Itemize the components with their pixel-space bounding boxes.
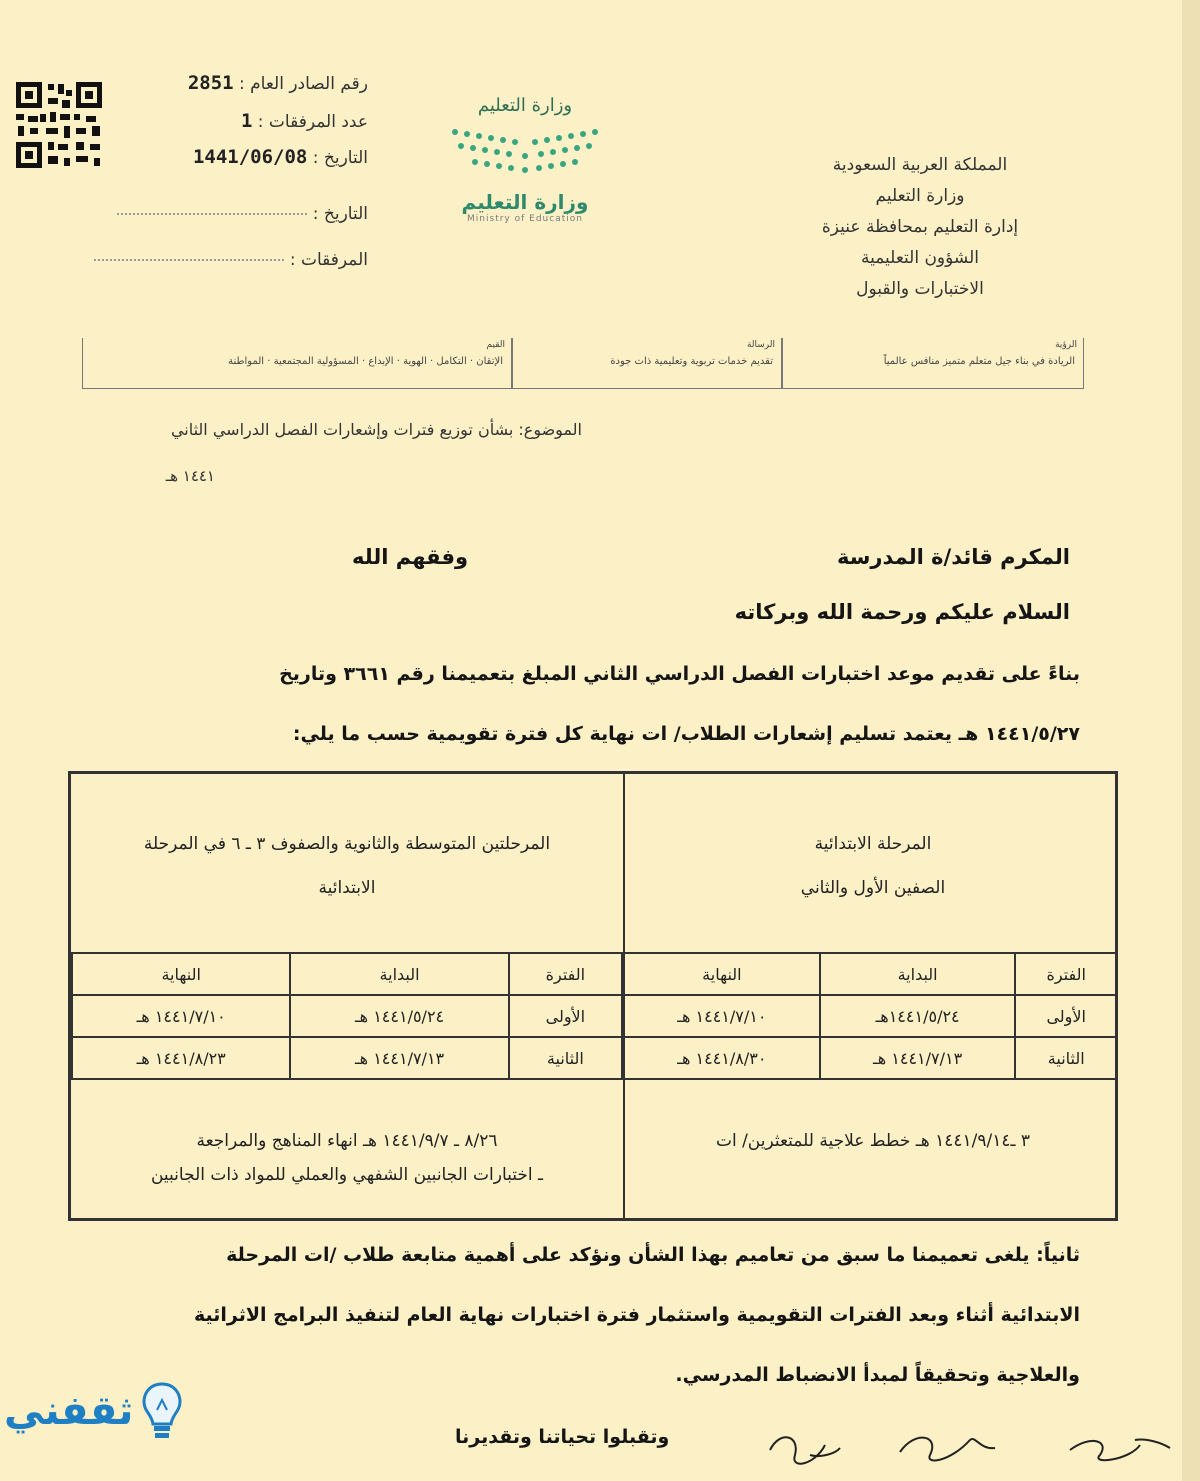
date-line: [193, 146, 368, 168]
table-header-row: [72, 953, 622, 995]
attachments-blank-label: المرفقات :: [289, 250, 368, 270]
second-paragraph-line-2: الابتدائية أثناء وبعد الفترات التقويمية واستثمار فترة اختبارات نهاية العام لتنفيذ البرامج الاثرائية: [193, 1304, 1080, 1326]
attachments-count-label: عدد المرفقات :: [257, 112, 368, 132]
primary-title-line1: المرحلة الابتدائية: [814, 834, 932, 854]
secondary-periods-table: [71, 952, 623, 1080]
values-cell-text: الإتقان · التكامل · الهوية · الإبداع · المسؤولية المجتمعية · المواطنة: [228, 356, 503, 367]
end-cell: ١٤٤١/٨/٢٣ هـ: [72, 1037, 290, 1079]
addressee: المكرم قائد/ة المدرسة: [837, 545, 1070, 569]
subject-line: الموضوع: بشأن توزيع فترات وإشعارات الفصل الدراسي الثاني: [170, 420, 582, 439]
greeting: السلام عليكم ورحمة الله وبركاته: [734, 600, 1070, 624]
schedule-table: [68, 771, 1118, 1221]
sadir-label: رقم الصادر العام :: [238, 74, 368, 94]
brand-name: ثقفني: [4, 1388, 134, 1434]
second-paragraph-line-3: والعلاجية وتحقيقاً لمبدأ الانضباط المدرسي.: [675, 1364, 1080, 1386]
page-edge: [1182, 0, 1200, 1481]
start-cell: ١٤٤١/٥/٢٤هـ: [820, 995, 1016, 1037]
primary-title-line2: الصفين الأول والثاني: [800, 878, 946, 898]
header-period: الفترة: [509, 953, 622, 995]
secondary-title-line2: الابتدائية: [318, 878, 376, 898]
primary-note: ٣ ـ١٤٤١/٩/١٤ هـ خطط علاجية للمتعثرين/ ات: [715, 1131, 1031, 1151]
second-paragraph-line-1: ثانياً: يلغى تعميمنا ما سبق من تعاميم بهذا الشأن ونؤكد على أهمية متابعة طلاب /ات المرحلة: [226, 1244, 1080, 1266]
vision-cell: [782, 338, 1084, 389]
paragraph-line-1: بناءً على تقديم موعد اختبارات الفصل الدراسي الثاني المبلغ بتعميمنا رقم ٣٦٦١ وتاريخ: [279, 663, 1080, 685]
organization-header: [790, 150, 1050, 305]
date-blank-label: التاريخ :: [312, 204, 368, 224]
table-row: [72, 1037, 622, 1079]
logo-english: Ministry of Education: [467, 214, 583, 224]
org-line-ministry: وزارة التعليم: [875, 186, 965, 206]
logo-name: وزارة التعليم: [461, 190, 589, 214]
vision-bar: [82, 338, 1082, 388]
secondary-note-line2: ـ اختبارات الجانبين الشفهي والعملي للمواد ذات الجانبين: [150, 1165, 543, 1185]
attachments-blank-line: [80, 250, 368, 270]
primary-stage-title: [631, 822, 1115, 910]
org-line-department: الاختبارات والقبول: [856, 279, 984, 299]
logo-dots-icon: [445, 122, 605, 182]
period-cell: الأولى: [509, 995, 622, 1037]
values-cell: [82, 338, 512, 389]
org-line-directorate: إدارة التعليم بمحافظة عنيزة: [821, 217, 1019, 237]
subject-year: ١٤٤١ هـ: [165, 467, 215, 485]
header-start: البداية: [820, 953, 1016, 995]
brand-watermark: [0, 1380, 190, 1480]
signatures-icon: [740, 1410, 1180, 1480]
start-cell: ١٤٤١/٧/١٣ هـ: [290, 1037, 508, 1079]
date-label: التاريخ :: [312, 148, 368, 168]
ministry-logo: [430, 95, 620, 265]
vision-cell-head: الرؤية: [1055, 340, 1077, 350]
sadir-value: 2851: [187, 72, 234, 94]
org-line-country: المملكة العربية السعودية: [832, 155, 1008, 175]
mission-cell-head: الرسالة: [746, 340, 775, 350]
end-cell: ١٤٤١/٨/٣٠ هـ: [624, 1037, 820, 1079]
end-cell: ١٤٤١/٧/١٠ هـ: [72, 995, 290, 1037]
primary-periods-table: [623, 952, 1118, 1080]
mission-cell: [512, 338, 782, 389]
date-blank-dots: [117, 213, 307, 215]
attachments-count-line: [241, 110, 368, 132]
attachments-blank-dots: [94, 259, 284, 261]
start-cell: ١٤٤١/٧/١٣ هـ: [820, 1037, 1016, 1079]
vision-cell-text: الريادة في بناء جيل متعلم متميز منافس عالمياً: [883, 356, 1075, 367]
period-cell: الثانية: [1015, 1037, 1117, 1079]
secondary-stage-title: [77, 822, 617, 910]
wish: وفقهم الله: [352, 545, 468, 569]
date-value: 1441/06/08: [192, 146, 308, 168]
org-line-affairs: الشؤون التعليمية: [860, 248, 979, 268]
end-cell: ١٤٤١/٧/١٠ هـ: [624, 995, 820, 1037]
table-row: [624, 1037, 1117, 1079]
secondary-note-line1: ٨/٢٦ ـ ١٤٤١/٩/٧ هـ انهاء المناهج والمراجعة: [196, 1131, 498, 1151]
paragraph-line-2: ١٤٤١/٥/٢٧ هـ يعتمد تسليم إشعارات الطلاب/ ات نهاية كل فترة تقويمية حسب ما يلي:: [292, 723, 1080, 745]
header-period: الفترة: [1015, 953, 1117, 995]
lightbulb-icon: [140, 1380, 184, 1444]
start-cell: ١٤٤١/٥/٢٤ هـ: [290, 995, 508, 1037]
header-end: النهاية: [72, 953, 290, 995]
table-row: [72, 995, 622, 1037]
header-start: البداية: [290, 953, 508, 995]
period-cell: الأولى: [1015, 995, 1117, 1037]
values-cell-head: القيم: [486, 340, 505, 350]
logo-calligraphy: وزارة التعليم: [477, 95, 573, 116]
mission-cell-text: تقديم خدمات تربوية وتعليمية ذات جودة: [610, 356, 773, 367]
period-cell: الثانية: [509, 1037, 622, 1079]
attachments-count-value: 1: [240, 110, 253, 132]
table-row: [624, 995, 1117, 1037]
header-end: النهاية: [624, 953, 820, 995]
secondary-title-line1: المرحلتين المتوسطة والثانوية والصفوف ٣ ـ ٦ في المرحلة: [143, 834, 551, 854]
secondary-note: [77, 1124, 617, 1192]
closing-line: وتقبلوا تحياتنا وتقديرنا: [455, 1426, 670, 1448]
date-blank-line: [103, 204, 368, 224]
qr-code-icon: [14, 80, 104, 170]
table-header-row: [624, 953, 1117, 995]
sadir-line: [188, 72, 368, 94]
